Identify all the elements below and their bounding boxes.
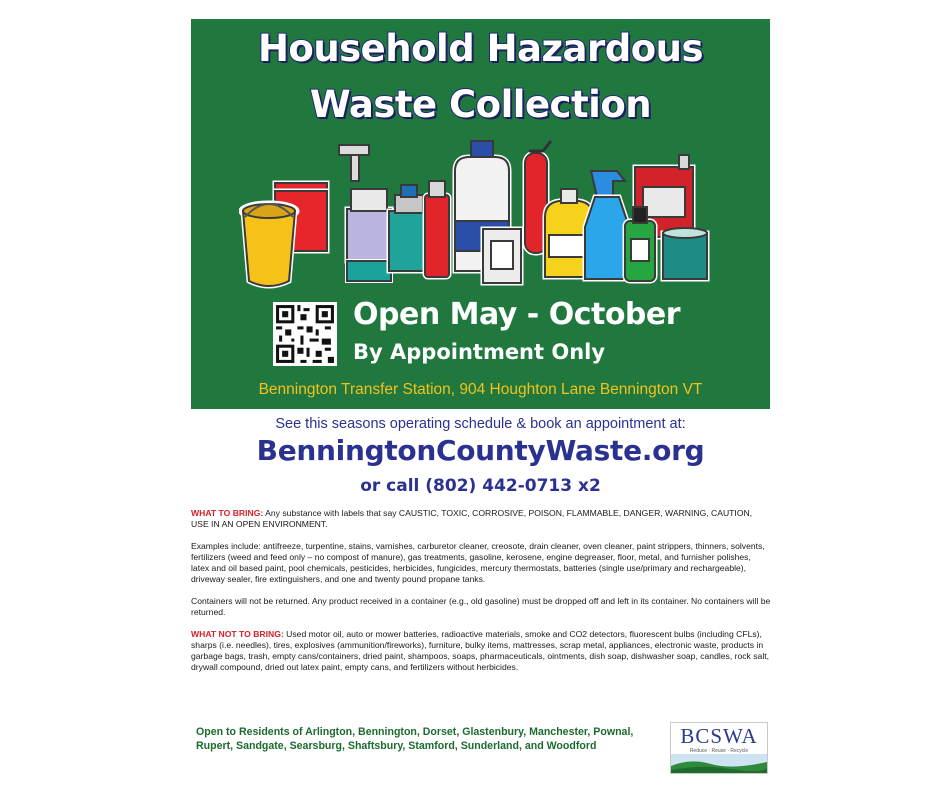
appointment-notice: By Appointment Only xyxy=(353,340,606,364)
what-not-to-bring-label: WHAT NOT TO BRING: xyxy=(191,629,284,639)
phone-number[interactable]: or call (802) 442-0713 x2 xyxy=(360,476,601,496)
what-not-to-bring-text: Used motor oil, auto or mower batteries, radioactive materials, smoke and CO2 detectors, fluorescent bulbs (including CFLs), sharps (i.e. needles), tires, explosives (ammunition/fireworks), furniture, bulky items, mattresses, scrap metal, appliances, electronic waste, products in garbage bags, trash, empty cans/containers, dried paint, shampoos, soaps, pharmaceuticals, ointments, dish soap, dishwasher soap, candles, rock salt, drywall compound, dried out latex paint, empty cans, and fertilizers without herbicides. xyxy=(191,629,770,672)
booking-intro: See this seasons operating schedule & book an appointment at: xyxy=(275,416,686,432)
residents-notice: Open to Residents of Arlington, Bennington, Dorset, Glastenbury, Manchester, Pownal, Rupert, Sandgate, Searsburg, Shaftsbury, Stamford, Sunderland, and Woodford xyxy=(196,726,634,752)
containers-paragraph: Containers will not be returned. Any product received in a container (e.g., old gasoline) must be dropped off and left in its container. No containers will be returned. xyxy=(191,596,771,617)
what-to-bring-label: WHAT TO BRING: xyxy=(191,508,264,518)
qr-code-icon[interactable] xyxy=(273,302,337,366)
what-to-bring-paragraph xyxy=(191,508,771,530)
title-line-2: Waste Collection xyxy=(309,83,652,126)
season-dates: Open May - October xyxy=(353,297,681,332)
hazardous-containers-illustration xyxy=(239,131,729,301)
website-link[interactable]: BenningtonCountyWaste.org xyxy=(256,434,705,467)
station-address: Bennington Transfer Station, 904 Houghton Lane Bennington VT xyxy=(258,381,703,398)
logo-tagline: Reduce · Reuse · Recycle xyxy=(689,748,749,754)
examples-paragraph: Examples include: antifreeze, turpentine, stains, varnishes, carburetor cleaner, creosote, drain cleaner, oven cleaner, paint strippers, thinners, solvents, fertilizers (weed and feed only – no compost of manure), gas treatments, gasoline, kerosene, engine degreaser, floor, metal, and furnisher polishes, latex and oil based paint, pool chemicals, pesticides, herbicides, fungicides, mercury thermostats, batteries (single use/primary and rechargeable), driveway sealer, fire extinguishers, and one and twenty pound propane tanks. xyxy=(191,541,765,584)
what-to-bring-text: Any substance with labels that say CAUSTIC, TOXIC, CORROSIVE, POISON, FLAMMABLE, DANGER, WARNING, CAUTION, USE IN AN OPEN ENVIRONMENT. xyxy=(191,508,753,529)
logo-name: BCSWA xyxy=(680,724,758,748)
hero-banner xyxy=(191,19,770,409)
what-not-to-bring-paragraph xyxy=(191,629,771,673)
bcswa-logo xyxy=(670,722,768,774)
title-line-1: Household Hazardous xyxy=(257,27,704,70)
info-section xyxy=(191,508,771,684)
logo-landscape-icon xyxy=(671,754,767,774)
